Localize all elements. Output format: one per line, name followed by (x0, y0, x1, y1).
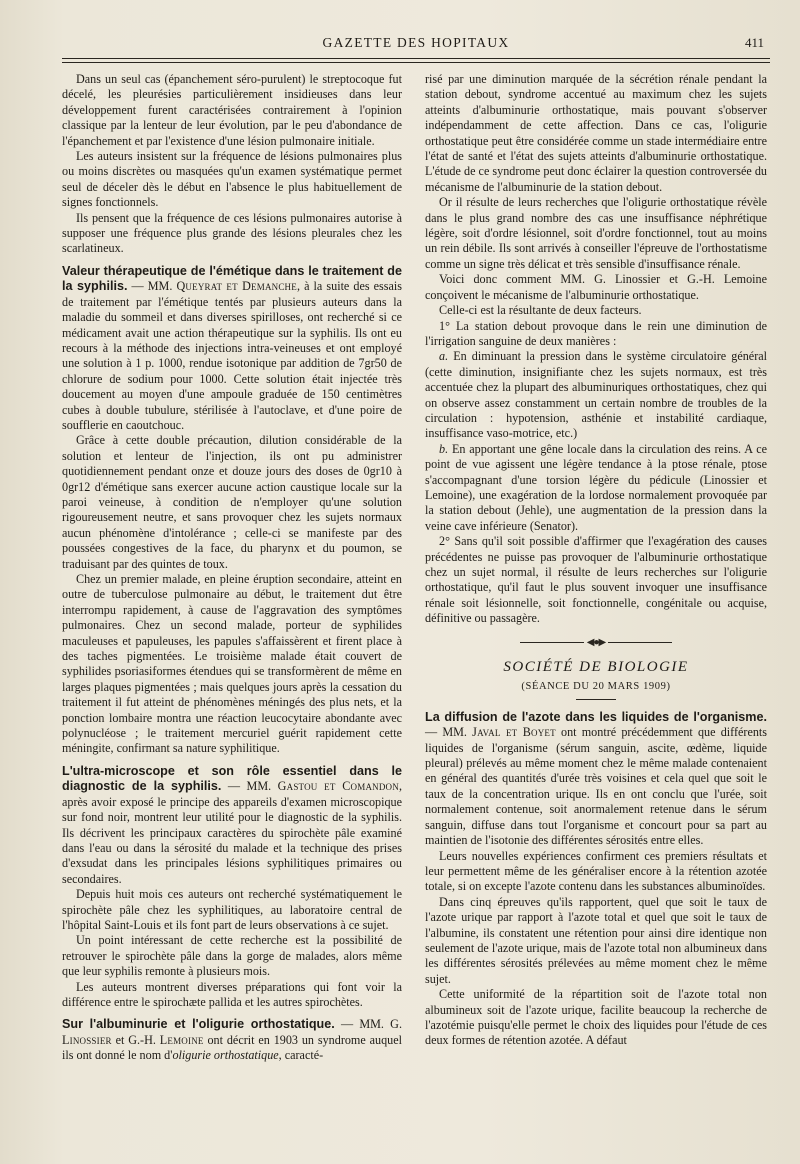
author-names: Linossier (62, 1032, 112, 1047)
paragraph: Leurs nouvelles expériences confirment ces premiers résultats et leur permettent même de les généraliser encore à la rétention azotée totale, si on excepte l'azote contenu dans les substances albuminoïdes. (425, 848, 767, 894)
article-heading: Valeur thérapeutique de l'émétique dans le traitement de la syphilis. (62, 263, 402, 294)
paragraph: Or il résulte de leurs recherches que l'oligurie orthostatique révèle dans le plus grand nombre des cas une insuffisance néphrétique légère, soit d'ordre lésionnel, soit d'ordre fonctionnel, tout au moins un rein débile. Ils sont arrivés à conseiller l'épreuve de l'orthostatisme comme un signe très délicat et très sensible d'insuffisance rénale. (425, 195, 767, 271)
paragraph: Depuis huit mois ces auteurs ont recherché systématiquement le spirochète pâle chez les syphilitiques, au laboratoire central de l'hôpital Saint-Louis et ils font part de leurs observations à ce sujet. (62, 887, 402, 932)
article-heading: L'ultra-microscope et son rôle essentiel dans le diagnostic de la syphilis. (62, 763, 402, 794)
paragraph: 1° La station debout provoque dans le rein une diminution de l'irrigation sanguine de deux manières : (425, 318, 767, 348)
article-heading: La diffusion de l'azote dans les liquides de l'organisme. (425, 709, 767, 724)
paragraph: risé par une diminution marquée de la sécrétion rénale pendant la station debout, syndrome accentué au maximum chez les sujets atteints d'albuminurie orthostatique, mais pouvant s'observer indépendamment de cette affection. Dans ce cas, l'oligurie orthostatique peut être considérée comme un stade intermédiaire entre l'état de santé et l'état des sujets atteints d'albuminurie orthostatique. L'étude de ce syndrome peut donc éclairer la question controversée du mécanisme de l'albuminurie de la station debout. (425, 72, 767, 194)
paragraph: b. En apportant une gêne locale dans la circulation des reins. A ce point de vue agissent une légère tendance à la ptose rénale, ptose s'accompagnant d'une torsion légère du pédicule (Linossier et Lemoine), une exagération de la lordose normalement provoquée par la station debout (Jehle), une augmentation de la pression dans la veine cave inférieure (Senator). (425, 441, 767, 533)
paragraph: Un point intéressant de cette recherche est la possibilité de retrouver le spirochète pâle dans la gorge de malades, alors même que leur syphilis remonte à plusieurs mois. (62, 933, 402, 979)
article-heading: Sur l'albuminurie et l'oligurie orthostatique. (62, 1017, 335, 1032)
author-names: Gastou et Comandon (277, 779, 399, 794)
paragraph: Celle-ci est la résultante de deux facteurs. (439, 303, 642, 318)
paragraph: Les auteurs insistent sur la fréquence de lésions pulmonaires plus ou moins discrètes ou masquées qu'un examen systématique permet seul de déceler dès le début en l'absence le plus habituellement de signes fonctionnels. (62, 149, 402, 210)
list-label: b. (439, 441, 449, 456)
article-emetique: Valeur thérapeutique de l'émétique dans le traitement de la syphilis. — MM. Queyrat et Demanche, à la suite des essais de traitement par l'émétique tentés par plusieurs auteurs dans la maladie du sommeil et dans diverses spirilloses, ont recherché si ce médicament avait une action thérapeutique sur la syphilis. Ils ont eu recours à la méthode des injections intra-veineuses et ont employé une solution à 1 p. 1000, rendue isotonique par addition de 7gr50 de chlorure de sodium pour 1000. Cette solution était injectée très doucement au moyen d'une ampoule graduée de 150 centimètres cubes à double tubulure, stérilisée à l'autoclave, et d'une poire de soufflerie en caoutchouc. (62, 263, 402, 432)
paragraph: Voici donc comment MM. G. Linossier et G.-H. Lemoine conçoivent le mécanisme de l'albuminurie orthostatique. (425, 272, 767, 302)
section-title: SOCIÉTÉ DE BIOLOGIE (503, 659, 689, 676)
page-number: 411 (744, 35, 764, 50)
italic-term: oligurie orthostatique (172, 1048, 279, 1063)
paragraph: Cette uniformité de la répartition soit de l'azote total non albumineux soit de l'azote urique, facilite beaucoup la recherche de l'azotémie puisqu'elle permet le choix des liquides pour l'étude de ces deux formes de rétention azotée. A défaut (425, 987, 767, 1048)
short-divider (576, 699, 616, 700)
article-ultra-microscope: L'ultra-microscope et son rôle essentiel dans le diagnostic de la syphilis. — MM. Gastou et Comandon, après avoir exposé le principe des appareils d'examen microscopique sur fond noir, montrent leur utilité pour le diagnostic de la syphilis. Ils décrivent les principaux caractères du spirochète pâle examiné dans l'eau ou dans la sérosité du malade et la technique des prises d'exsudat dans les principales lésions syphilitiques primaires ou secondaires. (62, 763, 402, 886)
header-rule-thick (62, 58, 770, 59)
section-ornament: ◀●▶ (425, 635, 767, 650)
page-header (62, 34, 770, 56)
header-rule-thin (62, 62, 770, 63)
paragraph: Dans cinq épreuves qu'ils rapportent, quel que soit le taux de l'azote urique par rapport à l'azote total et quel que soit le taux de l'albumine, ils constatent une rétention pour ainsi dire identique non seulement de l'azote urique, mais de l'azote total non albumineux dans les différentes sérosités prélevées au même moment chez le même sujet. (425, 894, 767, 986)
paragraph: Dans un seul cas (épanchement séro-purulent) le streptocoque fut décelé, les pleurésies particulièrement insidieuses dans leur développement furent caractérisées contrairement à l'opinion classique par la lenteur de leur évolution, par le peu d'abondance de l'épanchement et par l'existence d'une lésion pulmonaire initiale. (62, 72, 402, 148)
left-column (62, 72, 402, 1064)
paragraph: Les auteurs montrent diverses préparations qui font voir la différence entre le spirochæte pallida et les autres spirochètes. (62, 979, 402, 1009)
paragraph: a. En diminuant la pression dans le système circulatoire général (cette diminution, insignifiante chez les sujets normaux, est très accentuée chez la plupart des albuminuriques orthostatiques, chez qui on observe assez constamment un certain nombre de troubles de la circulation : hypotension, asthénie et instabilité cardiaque, insuffisance vaso-motrice, etc.) (425, 349, 767, 441)
author-names: Queyrat et Demanche (176, 279, 297, 294)
article-azote: La diffusion de l'azote dans les liquides de l'organisme. — MM. Javal et Boyet ont montré précédemment que différents liquides de l'organisme (sérum sanguin, ascite, œdème, liquide pleural) prélevés au même moment chez le même malade contenaient en général des quantités d'urée très voisines et cela quel que soit le taux de la concentration urique. Ils en ont conclu que l'urée, soit normalement contenue, soit anormalement retenue dans le sérum sanguin, diffuse dans tout l'organisme et concourt pour sa part au maintien de l'isotonie des différentes sérosités entre elles. (425, 709, 767, 848)
right-column (425, 72, 767, 1049)
author-names: Javal et Boyet (472, 725, 556, 740)
paragraph: Ils pensent que la fréquence de ces lésions pulmonaires autorise à supposer une fréquence plus grande des lésions pleurales chez les scarlatineux. (62, 210, 402, 256)
list-label: a. (439, 349, 449, 364)
paragraph: 2° Sans qu'il soit possible d'affirmer que l'exagération des causes précédentes ne puisse pas provoquer de l'albuminurie orthostatique chez un sujet normal, il résulte de leurs recherches sur l'oligurie orthostatique, qu'il faut le plus souvent invoquer une insuffisance rénale soit lésionnelle, soit fonctionnelle, congénitale ou acquise, définitive ou passagère. (425, 534, 767, 626)
paragraph: Chez un premier malade, en pleine éruption secondaire, atteint en outre de tuberculose pulmonaire au début, le traitement dut être interrompu rapidement, à cause de l'aggravation des symptômes pulmonaires. Chez un second malade, porteur de syphilides maculeuses et papuleuses, les papules s'affaissèrent et firent place à des taches pigmentées. Le troisième malade était couvert de syphilides psoriasiformes étendues qui se transformèrent de même en larges plaques pigmentées ; mais quelques jours après la cessation du traitement il fut atteint de phénomènes méningés des plus nets, et la ponction lombaire montra une réaction leucocytaire abondante avec polynucléose ; le traitement mercuriel guérit rapidement cette méningite, confirmant sa nature syphilitique. (62, 572, 402, 756)
journal-title: GAZETTE DES HOPITAUX (322, 35, 510, 50)
article-oligurie: Sur l'albuminurie et l'oligurie orthostatique. — MM. G. Linossier et G.-H. Lemoine ont décrit en 1903 un syndrome auquel ils ont donné le nom d'oligurie orthostatique, caracté- (62, 1017, 402, 1063)
author-names: Lemoine (159, 1032, 204, 1047)
paragraph: Grâce à cette double précaution, dilution considérable de la solution et lenteur de l'injection, ils ont pu administrer quotidiennement pendant onze et douze jours des doses de 0gr10 à 0gr12 d'émétique sans exercer aucune action caustique locale sur la paroi veineuse, à condition de n'employer qu'une solution rigoureusement neutre, et sans provoquer chez les sujets normaux aucun phénomène d'intolérance ; celle-ci se manifeste par des poussées congestives de la face, du pharynx et du poumon, se traduisant par des quintes de toux. (62, 433, 402, 571)
session-date: (SÉANCE DU 20 MARS 1909) (521, 681, 671, 693)
